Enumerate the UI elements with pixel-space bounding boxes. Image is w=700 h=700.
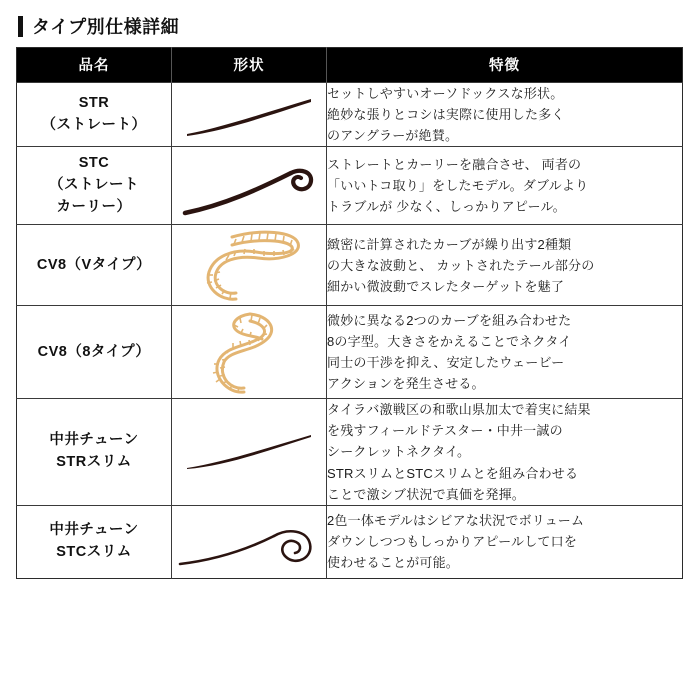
cell-feature	[327, 147, 683, 225]
feature-line: ことで激シブ状況で真価を発揮。	[327, 486, 526, 502]
cell-feature	[327, 399, 683, 505]
feature-line: 2色一体モデルはシビアな状況でボリューム	[327, 513, 585, 529]
product-name-line: STC	[78, 155, 110, 172]
cell-product-name	[17, 225, 172, 306]
feature-line: 微妙に異なる2つのカーブを組み合わせた	[327, 313, 572, 329]
slim-straight-line-icon	[172, 424, 326, 480]
straight-tapered-line-icon	[172, 87, 326, 143]
product-name-line: STCスリム	[56, 543, 132, 560]
page-title	[18, 16, 684, 37]
figure-eight-ribbon-icon	[172, 306, 326, 398]
feature-line: 細かい微波動でスレたターゲットを魅了	[327, 278, 565, 294]
product-name-line: 中井チューン	[49, 432, 139, 449]
table-row	[17, 399, 683, 505]
feature-line: 絶妙な張りとコシは実際に使用した多く	[327, 107, 565, 123]
feature-line: ダウンしつつもしっかりアピールして口を	[327, 534, 578, 550]
feature-line: ストレートとカーリーを融合させ、 両者の	[327, 157, 582, 173]
feature-line: 同士の干渉を抑え、安定したウェービー	[327, 355, 565, 371]
page-title-text: タイプ別仕様詳細	[32, 16, 180, 37]
product-name-line: （ストレート	[49, 176, 139, 193]
feature-line: 8の字型。大きさをかえることでネクタイ	[327, 334, 572, 350]
feature-line: タイラバ激戦区の和歌山県加太で着実に結果	[327, 402, 591, 418]
cell-product-name	[17, 505, 172, 578]
v-curve-ribbon-icon	[172, 225, 326, 305]
cell-product-name	[17, 399, 172, 505]
feature-line: を残すフィールドテスター・中井一誠の	[327, 423, 563, 439]
feature-line: 緻密に計算されたカーブが繰り出す2種類	[327, 236, 572, 252]
product-name-line: CV8（Vタイプ）	[36, 256, 152, 273]
cell-product-name	[17, 147, 172, 225]
column-header-name: 品名	[17, 48, 172, 83]
cell-feature	[327, 83, 683, 147]
product-name-line: （ストレート）	[41, 116, 147, 133]
column-header-feature: 特徴	[327, 48, 683, 83]
table-body	[17, 83, 683, 579]
cell-shape	[172, 83, 327, 147]
table-row	[17, 505, 683, 578]
title-accent-bar	[18, 16, 23, 37]
spec-table	[16, 47, 683, 579]
cell-feature	[327, 306, 683, 399]
slim-curly-spiral-icon	[172, 506, 326, 578]
cell-shape	[172, 147, 327, 225]
product-name-line: カーリー）	[56, 198, 132, 215]
product-name-line: 中井チューン	[49, 521, 139, 538]
cell-product-name	[17, 83, 172, 147]
feature-line: のアングラーが絶賛。	[327, 128, 459, 144]
feature-line: 「いいトコ取り」をしたモデル。ダブルより	[327, 178, 589, 194]
feature-line: アクションを発生させる。	[327, 376, 485, 392]
feature-line: セットしやすいオーソドックスな形状。	[327, 86, 564, 101]
cell-shape	[172, 225, 327, 306]
table-row	[17, 83, 683, 147]
product-name-line: STR	[78, 94, 110, 111]
cell-shape	[172, 399, 327, 505]
table-row	[17, 147, 683, 225]
table-header	[17, 48, 683, 83]
cell-product-name	[17, 306, 172, 399]
table-row	[17, 225, 683, 306]
column-header-shape: 形状	[172, 48, 327, 83]
feature-line: STRスリムとSTCスリムとを組み合わせる	[327, 465, 579, 481]
cell-shape	[172, 505, 327, 578]
cell-feature	[327, 505, 683, 578]
product-name-line: CV8（8タイプ）	[37, 343, 151, 360]
table-row	[17, 306, 683, 399]
cell-shape	[172, 306, 327, 399]
feature-line: トラブルが 少なく、しっかりアピール。	[327, 199, 566, 215]
straight-curly-line-icon	[172, 151, 326, 221]
cell-feature	[327, 225, 683, 306]
feature-line: の大きな波動と、 カットされたテール部分の	[327, 257, 595, 273]
product-name-line: STRスリム	[56, 454, 132, 470]
table-header-row	[17, 48, 683, 83]
feature-line: 使わせることが可能。	[327, 555, 460, 571]
feature-line: シークレットネクタイ。	[327, 444, 471, 460]
